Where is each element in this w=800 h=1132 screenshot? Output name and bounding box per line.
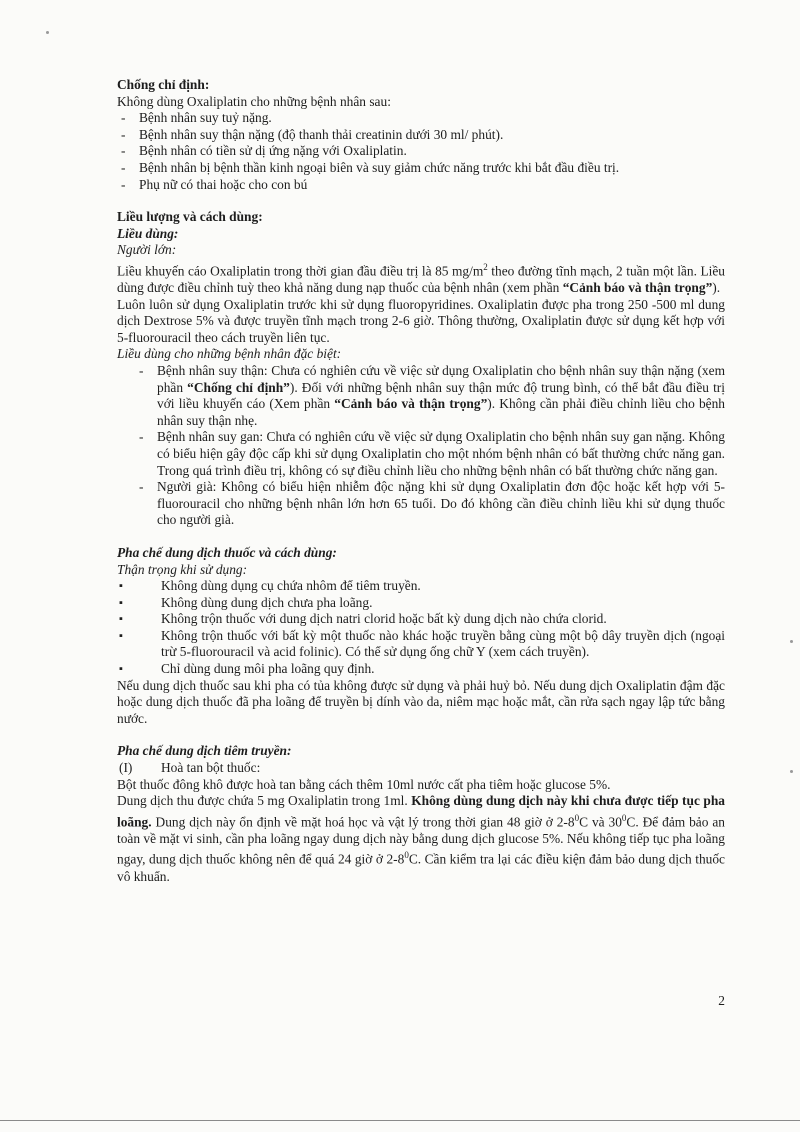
step-label: Hoà tan bột thuốc:: [161, 760, 261, 776]
preparation-note: Nếu dung dịch thuốc sau khi pha có tủa không được sử dụng và phải huỷ bỏ. Nếu dung dịch Oxaliplatin đậm đặc hoặc dung dịch thuốc đã pha loãng để truyền bị dính vào da, niêm mạc hoặc mắt, cần rửa sạch ngay lập tức bằng nước.: [117, 677, 725, 726]
list-item: ▪ Không dùng dụng cụ chứa nhôm để tiêm truyền.: [117, 578, 725, 595]
list-item: - Người già: Không có biểu hiện nhiễm độc nặng khi sử dụng Oxaliplatin đơn độc hoặc kết hợp với 5-fluorouracil cho những bệnh nhân lớn hơn 65 tuổi. Do đó không cần điều chỉnh liều khi sử dụng thuốc cho người già.: [135, 479, 725, 529]
list-item: ▪ Chỉ dùng dung môi pha loãng quy định.: [117, 661, 725, 678]
preparation-heading: Pha chế dung dịch thuốc và cách dùng:: [117, 544, 337, 560]
list-item: - Bệnh nhân suy gan: Chưa có nghiên cứu về việc sử dụng Oxaliplatin cho bệnh nhân suy gan nặng. Không có biểu hiện gây độc cấp khi sử dụng Oxaliplatin cho một nhóm bệnh nhân có bất thường chức năng gan. Trong quá trình điều trị, không có sự điều chỉnh liều cho những bệnh nhân có bất thường chức năng gan.: [135, 429, 725, 479]
special-patients-list: [117, 363, 725, 529]
scan-speck: [46, 31, 49, 34]
list-item: ▪ Không dùng dung dịch chưa pha loãng.: [117, 595, 725, 612]
caution-label: Thận trọng khi sử dụng:: [117, 561, 248, 577]
list-item: ▪ Không trộn thuốc với bất kỳ một thuốc nào khác hoặc truyền bằng cùng một bộ dây truyền dịch (ngoại trừ 5-fluorouracil và acid folinic). Có thể sử dụng ống chữ Y (xem cách truyền).: [117, 628, 725, 661]
list-item: - Bệnh nhân suy thận nặng (độ thanh thải creatinin dưới 30 ml/ phút).: [117, 127, 725, 144]
adult-dose-paragraph: Liều khuyến cáo Oxaliplatin trong thời gian đầu điều trị là 85 $mg/m^2$ theo đường tĩnh mạch, 2 tuần một lần. Liều dùng được điều chỉnh tuỳ theo khả năng dung nạp thuốc của bệnh nhân (xem phần “Cảnh báo và thận trọng”).: [117, 261, 725, 295]
list-item: - Bệnh nhân bị bệnh thần kinh ngoại biên và suy giảm chức năng trước khi bắt đầu điều trị.: [117, 160, 725, 177]
caution-list: [117, 578, 725, 678]
adult-label: Người lớn:: [117, 242, 177, 258]
scan-speck: [790, 640, 793, 643]
dissolve-paragraph: Bột thuốc đông khô được hoà tan bằng cách thêm 10ml nước cất pha tiêm hoặc glucose 5%.: [117, 776, 611, 792]
dissolve-step: [117, 760, 725, 777]
contraindications-heading: Chống chỉ định:: [117, 77, 210, 92]
step-number: (I): [119, 760, 133, 776]
footer-divider: [0, 1120, 800, 1121]
list-item: - Bệnh nhân suy thận: Chưa có nghiên cứu về việc sử dụng Oxaliplatin cho bệnh nhân suy thận nặng (xem phần “Chống chỉ định”). Đối với những bệnh nhân suy thận mức độ trung bình, có thể bắt đầu điều trị với liều khuyến cáo (Xem phần “Cảnh báo và thận trọng”). Không cần phải điều chỉnh liều cho bệnh nhân suy thận nhẹ.: [135, 363, 725, 429]
list-item: - Phụ nữ có thai hoặc cho con bú: [117, 177, 725, 194]
list-item: ▪ Không trộn thuốc với dung dịch natri clorid hoặc bất kỳ dung dịch nào chứa clorid.: [117, 611, 725, 628]
stability-paragraph: Dung dịch thu được chứa 5 mg Oxaliplatin trong 1ml. Không dùng dung dịch này khi chưa được tiếp tục pha loãng. Dung dịch này ổn định về mặt hoá học và vật lý trong thời gian 48 giờ ở $2-8^0C$ và $30^0C$. Để đảm bảo an toàn về mặt vi sinh, cần pha loãng ngay dung dịch này bằng dung dịch glucose 5%. Nếu không tiếp tục pha loãng ngay, dung dịch thuốc không nên để quá 24 giờ ở $2-8^0C$. Cần kiểm tra lại các điều kiện đảm bảo dung dịch thuốc vô khuẩn.: [117, 793, 726, 884]
page-number-row: [117, 993, 725, 1013]
contraindications-intro: Không dùng Oxaliplatin cho những bệnh nhân sau:: [117, 93, 391, 109]
dosage-heading: Liều lượng và cách dùng:: [117, 209, 263, 225]
list-item: - Bệnh nhân suy tuỷ nặng.: [117, 110, 725, 127]
contraindications-list: [117, 110, 725, 193]
page-number: 2: [718, 993, 725, 1008]
adult-administration-paragraph: Luôn luôn sử dụng Oxaliplatin trước khi sử dụng fluoropyridines. Oxaliplatin được pha trong 250 -500 ml dung dịch Dextrose 5% và được truyền tĩnh mạch trong 2-6 giờ. Thông thường, Oxaliplatin được sử dụng kết hợp với 5-fluorouracil theo cách truyền liên tục.: [117, 296, 725, 345]
list-item: - Bệnh nhân có tiền sử dị ứng nặng với Oxaliplatin.: [117, 143, 725, 160]
scan-speck: [790, 770, 793, 773]
document-page: [117, 77, 725, 885]
special-patients-label: Liều dùng cho những bệnh nhân đặc biệt:: [117, 346, 342, 362]
infusion-heading: Pha chế dung dịch tiêm truyền:: [117, 743, 292, 759]
dosage-subheading: Liều dùng:: [117, 225, 179, 241]
